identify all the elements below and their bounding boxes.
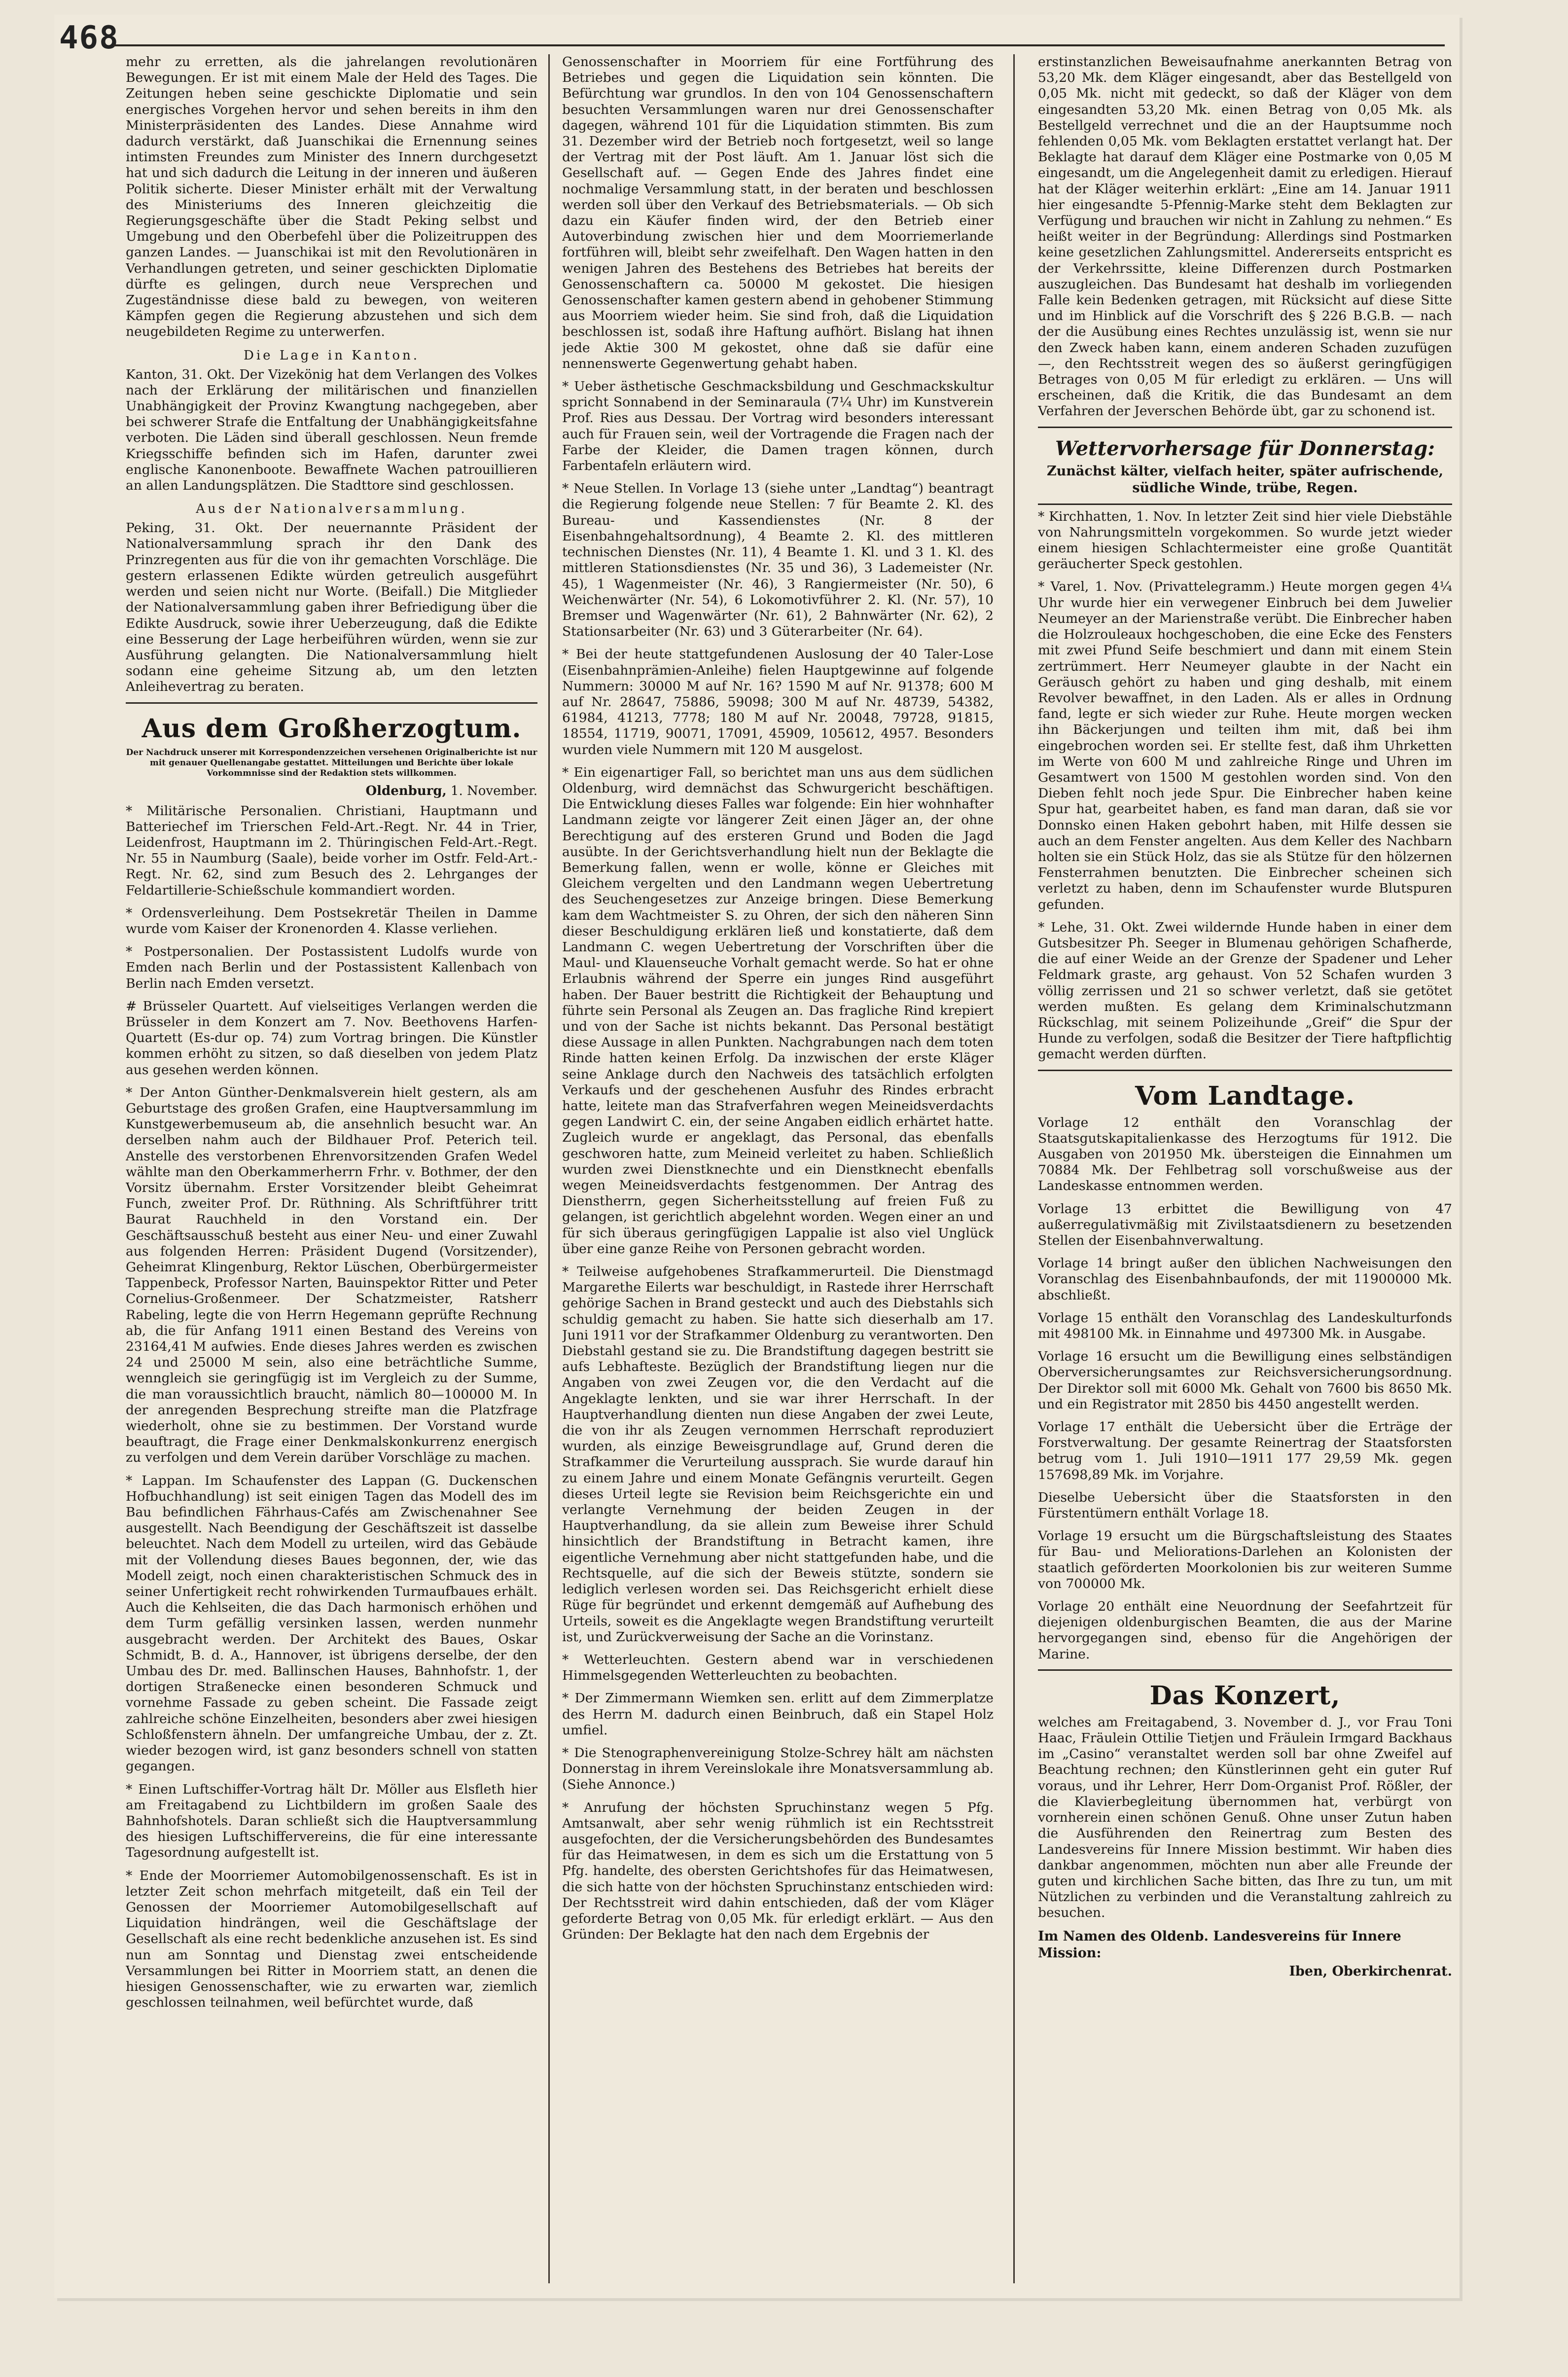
news-item: * Ordensverleihung. Dem Postsekretär Theilen in Damme wurde vom Kaiser der Kronenorden 4. Klasse verliehen. [126,905,537,936]
news-item: * Ein eigenartiger Fall, so berichtet man uns aus dem südlichen Oldenburg, wird demnächst das Schwurgericht beschäftigen. Die Entwicklung dieses Falles war folgende: Ein hier wohnhafter Landmann zeigte vor längerer Zeit einen Jäger an, der ohne Berechtigung auf des ersteren Grund und Boden die Jagd ausübte. In der Gerichtsverhandlung hielt nun der Beklagte die Bemerkung fallen, wenn er wolle, könne er Gleiches mit Gleichem vergelten und den Landmann wegen Uebertretung des Seuchengesetzes zur Anzeige bringen. Diese Bemerkung kam dem Wachtmeister S. zu Ohren, der sich den näheren Sinn dieser Beschuldigung erklären ließ und konstatierte, daß dem Landmann C. wegen Uebertretung der Vorschriften über die Maul- und Klauenseuche Vorhalt gemacht werde. So hat er ohne Erlaubnis während der Sperre ein junges Rind ausgeführt haben. Der Bauer bestritt die Richtigkeit der Behauptung und führte sein Personal als Zeugen an. Das fragliche Rind krepiert und von der Sache ist nichts bekannt. Das Personal bestätigt diese Aussage in allen Punkten. Nachgrabungen nach dem toten Rinde hatten keinen Erfolg. Da inzwischen der erste Kläger seine Anklage durch den Nachweis des tatsächlich erfolgten Verkaufs und der geschehenen Ausfuhr des Rindes erbracht hatte, leitete man das Strafverfahren wegen Meineidsverdachts gegen Landwirt C. ein, der seine Angaben eidlich erhärtet hatte. Zugleich wurde er angeklagt, das Personal, das ebenfalls geschworen hatte, zum Meineid verleitet zu haben. Schließlich wurden zwei Dienstknechte und ein Dienstknecht ebenfalls wegen Meineidsverdachts festgenommen. Der Antrag des Dienstherrn, gegen Sicherheitsstellung auf freien Fuß zu gelangen, ist gerichtlich abgelehnt worden. Wegen einer an und für sich überaus geringfügigen Lappalie ist also viel Unglück über eine ganze Reihe von Personen gebracht worden. [562,764,994,1257]
news-item: Genossenschafter in Moorriem für eine Fortführung des Betriebes und gegen die Liquidation sein könnten. Die Befürchtung war grundlos. In den von 104 Genossenschaftern besuchten Versammlungen waren nur drei Genossenschafter dagegen, während 101 für die Liquidation stimmten. Bis zum 31. Dezember wird der Betrieb noch fortgesetzt, weil so lange der Vertrag mit der Post läuft. Am 1. Januar löst sich die Gesellschaft auf. — Gegen Ende des Jahres findet eine nochmalige Versammlung statt, in der beraten und beschlossen werden soll über den Verkauf des Betriebsmaterials. — Ob sich dazu ein Käufer finden wird, der den Betrieb einer Autoverbindung zwischen hier und dem Moorriemerlande fortführen will, bleibt sehr zweifelhaft. Den Wagen hatten in den wenigen Jahren des Bestehens des Betriebes hat bereits der Genossenschaftern ca. 50000 M gekostet. Die hiesigen Genossenschafter kamen gestern abend in gehobener Stimmung aus Moorriem wieder heim. Sie sind froh, daß die Liquidation beschlossen ist, sodaß ihre Haftung aufhört. Bislang hat ihnen jede Aktie 300 M gekostet, ohne daß sie dafür eine nennenswerte Gegenwertung gehabt haben. [562,54,994,371]
news-item: * Der Anton Günther-Denkmalsverein hielt gestern, als am Geburtstage des großen Grafen, eine Hauptversammlung im Kunstgewerbemuseum ab, die ansehnlich besucht war. An derselben nahm auch der Bildhauer Prof. Peterich teil. Anstelle des verstorbenen Ehrenvorsitzenden Grafen Wedel wählte man den Oberkammerherrn Frhr. v. Bothmer, der den Vorsitz übernahm. Erster Vorsitzender bleibt Geheimrat Funch, zweiter Prof. Dr. Rüthning. Als Schriftführer tritt Baurat Rauchheld in den Vorstand ein. Der Geschäftsausschuß besteht aus einer Neu- und einer Zuwahl aus folgenden Herren: Präsident Dugend (Vorsitzender), Geheimrat Klingenburg, Rektor Lüschen, Oberbürgermeister Tappenbeck, Professor Narten, Bauinspektor Ritter und Peter Cornelius-Großenmeer. Der Schatzmeister, Ratsherr Rabeling, legte die von Herrn Hegemann geprüfte Rechnung ab, die für Anfang 1911 einen Bestand des Vereins von 23164,41 M aufwies. Ende dieses Jahres werden es zwischen 24 und 25000 M sein, also eine beträchtliche Summe, wenngleich sie geringfügig ist im Vergleich zu der Summe, die man voraussichtlich braucht, nämlich 80—100000 M. In der anregenden Besprechung streifte man die Platzfrage wiederholt, ohne sie zu bestimmen. Der Vorstand wurde beauftragt, die Frage einer Denkmalskonkurrenz energisch zu verfolgen und dem Verein darüber Vorschläge zu machen. [126,1084,537,1466]
news-item: * Postpersonalien. Der Postassistent Ludolfs wurde von Emden nach Berlin und der Postassistent Kallenbach von Berlin nach Emden versetzt. [126,944,537,991]
news-item: Vorlage 13 erbittet die Bewilligung von 47 außerregulativmäßig mit Zivilstaatsdienern zu besetzenden Stellen der Eisenbahnverwaltung. [1038,1201,1452,1248]
weather-heading: Wettervorhersage für Donnerstag: [1055,436,1435,460]
news-item: erstinstanzlichen Beweisaufnahme anerkannten Betrag von 53,20 Mk. dem Kläger eingesandt, aber das Bestellgeld von 0,05 Mk. nicht mit gedeckt, so daß der Kläger von dem eingesandten 53,20 Mk. einen Betrag von 0,05 Mk. als Bestellgeld verrechnet und die an der Hauptsumme noch fehlenden 0,05 Mk. vom Beklagten erstattet verlangt hat. Der Beklagte hat darauf dem Kläger eine Postmarke von 0,05 M eingesandt, um die Angelegenheit damit zu erledigen. Hierauf hat der Kläger weiterhin erklärt: „Eine am 14. Januar 1911 hier eingesandte 5-Pfennig-Marke steht dem Beklagten zur Verfügung und brauchen wir nicht in Zahlung zu nehmen.“ Es heißt weiter in der Begründung: Allerdings sind Postmarken keine gesetzlichen Zahlungsmittel. Andererseits entspricht es der Verkehrssitte, kleine Differenzen durch Postmarken auszugleichen. Das Bundesamt hat deshalb im vorliegenden Falle kein Bedenken getragen, mit Rücksicht auf diese Sitte und im Hinblick auf die Vorschrift des § 226 B.G.B. — nach der die Ausübung eines Rechtes unzulässig ist, wenn sie nur den Zweck haben kann, einem anderen Schaden zuzufügen —, den Rechtsstreit wegen des so äußerst geringfügigen Betrages von 0,05 M für erledigt zu erklären. — Uns will erscheinen, daß die Kritik, die das Bundesamt an dem Verfahren der Jeverschen Behörde übt, gar zu schonend ist. [1038,54,1452,419]
column-2 [562,54,994,2283]
page-number: 468 [59,20,119,56]
news-item: * Einen Luftschiffer-Vortrag hält Dr. Möller aus Elsfleth hier am Freitagabend zu Lichtbildern im großen Saale des Bahnhofshotels. Daran schließt sich die Hauptversammlung des hiesigen Luftschiffervereins, die für eine interessante Tagesordnung aufgestellt ist. [126,1781,537,1861]
news-item: * Ende der Moorriemer Automobilgenossenschaft. Es ist in letzter Zeit schon mehrfach mitgeteilt, daß ein Teil der Genossen der Moorriemer Automobilgesellschaft auf Liquidation hindrängen, weil die Geschäftslage der Gesellschaft als eine recht bedenkliche anzusehen ist. Es sind nun am Sonntag und Dienstag zwei entscheidende Versammlungen bei Ritter in Moorriem statt, an denen die hiesigen Genossenschafter, wie zu erwarten war, ziemlich geschlossen teilnahmen, weil befürchtet wurde, daß [126,1868,537,2011]
section-rule [1038,1669,1452,1671]
news-item: Dieselbe Uebersicht über die Staatsforsten in den Fürstentümern enthält Vorlage 18. [1038,1489,1452,1521]
news-item: Vorlage 19 ersucht um die Bürgschaftsleistung des Staates für Bau- und Meliorations-Darlehen an Kolonisten der staatlich geförderten Moorkolonien bis zur weiteren Summe von 700000 Mk. [1038,1528,1452,1591]
signature-intro: Im Namen des Oldenb. Landesvereins für Innere Mission: [1038,1928,1401,1961]
reprint-note: Der Nachdruck unserer mit Korrespondenzzeichen versehenen Originalberichte ist nur mit genauer Quellenangabe gestattet. Mitteilungen und Berichte über lokale Vorkommnisse sind der Redaktion stets willkommen. [126,747,537,778]
news-item: Vorlage 15 enthält den Voranschlag des Landeskulturfonds mit 498100 Mk. in Einnahme und 497300 Mk. in Ausgabe. [1038,1310,1452,1342]
news-item: * Der Zimmermann Wiemken sen. erlitt auf dem Zimmerplatze des Herrn M. dadurch einen Beinbruch, daß ein Stapel Holz umfiel. [562,1691,994,1738]
news-item: * Teilweise aufgehobenes Strafkammerurteil. Die Dienstmagd Margarethe Eilerts war beschuldigt, in Rastede ihrer Herrschaft gehörige Sachen in Brand gesteckt und auch des Diebstahls sich schuldig gemacht zu haben. Sie hatte sich dieserhalb am 17. Juni 1911 vor der Strafkammer Oldenburg zu verantworten. Den Diebstahl gestand sie zu. Die Brandstiftung dagegen bestritt sie aufs Lebhafteste. Bezüglich der Brandstiftung liegen nur die Angaben von zwei Zeugen vor, die den Verdacht auf die Angeklagte lenkten, und sie war ihrer Herrschaft. In der Hauptverhandlung dienten nun diese Angaben der zwei Leute, die von ihr als Zeugen vernommen Herrschaft reproduziert wurden, als einzige Beweisgrundlage auf, Grund deren die Strafkammer die Verurteilung aussprach. Sie wurde darauf hin zu einem Jahre und einem Monate Gefängnis verurteilt. Gegen dieses Urteil legte sie Revision beim Reichsgerichte ein und verlangte Vernehmung der beiden Zeugen in der Hauptverhandlung, da sie allein zum Beweise ihrer Schuld hinsichtlich der Brandstiftung in Betracht kamen, ihre eigentliche Vernehmung aber nicht stattgefunden habe, und die Rechtsquelle, auf die sich der Beweis stützte, sondern sie lediglich verlesen worden sei. Das Reichsgericht erhielt diese Rüge für begründet und erkennt demgemäß auf Aufhebung des Urteils, soweit es die Angeklagte wegen Brandstiftung verurteilt ist, und Zurückverweisung der Sache an die Vorinstanz. [562,1264,994,1645]
news-item: * Neue Stellen. In Vorlage 13 (siehe unter „Landtag“) beantragt die Regierung folgende neue Stellen: 7 für Beamte 2. Kl. des Bureau- und Kassendienstes (Nr. 8 der Eisenbahngehaltsordnung), 4 Beamte 2. Kl. des mittleren technischen Dienstes (Nr. 11), 4 Beamte 1. Kl. und 3 1. Kl. des mittleren Stationsdienstes (Nr. 35 und 36), 3 Lademeister (Nr. 45), 1 Wagenmeister (Nr. 46), 3 Rangiermeister (Nr. 50), 6 Weichenwärter (Nr. 54), 6 Lokomotivführer 2. Kl. (Nr. 57), 10 Bremser und Wagenwärter (Nr. 61), 2 Bahnwärter (Nr. 62), 2 Stationsarbeiter (Nr. 63) und 3 Güterarbeiter (Nr. 64). [562,481,994,640]
news-item: * Wetterleuchten. Gestern abend war in verschiedenen Himmelsgegenden Wetterleuchten zu beobachten. [562,1652,994,1684]
dateline-place: Oldenburg, [365,783,447,798]
news-item: * Bei der heute stattgefundenen Auslosung der 40 Taler-Lose (Eisenbahnprämien-Anleihe) fielen Hauptgewinne auf folgende Nummern: 30000 M auf Nr. 16? 1590 M auf Nr. 91378; 600 M auf Nr. 28647, 75886, 59098; 300 M auf Nr. 48739, 54382, 61984, 41213, 7778; 180 M auf Nr. 20048, 79728, 91815, 18554, 11719, 90071, 17091, 45909, 105612, 4957. Besonders wurden viele Nummern mit 120 M ausgelost. [562,647,994,757]
section-heading: Das Konzert, [1149,1680,1341,1711]
news-item: * Kirchhatten, 1. Nov. In letzter Zeit sind hier viele Diebstähle von Nahrungsmitteln vorgekommen. So wurde jetzt wieder einem hiesigen Schlachtermeister eine große Quantität geräucherter Speck gestohlen. [1038,508,1452,572]
news-item: * Lappan. Im Schaufenster des Lappan (G. Duckenschen Hofbuchhandlung) ist seit einigen Tagen das Modell des im Bau befindlichen Fährhaus-Cafés am Zwischenahner See ausgestellt. Nach Beendigung der Geschäftszeit ist dasselbe beleuchtet. Nach dem Modell zu urteilen, wird das Gebäude mit der Vollendung dieses Baues begonnen, der, wie das Modell zeigt, noch einen charakteristischen Schmuck des in seiner Unfertigkeit recht rohwirkenden Turmaufbaues erhält. Auch die Kehlseiten, die das Dach harmonisch erhöhen und dem Turm gefällig versinken lassen, werden nunmehr ausgebracht werden. Der Architekt des Baues, Oskar Schmidt, B. d. A., Hannover, ist übrigens derselbe, der den Umbau des Dr. med. Ballinschen Hauses, Bahnhofstr. 1, der dortigen Straßenecke einen besonderen Schmuck und vornehme Fassade zu geben scheint. Die Fassade zeigt zahlreiche schöne Einzelheiten, besonders aber zwei hiesigen Schloßfenstern ähneln. Der umfangreiche Umbau, der z. Zt. wieder bezogen wird, ist ganz besonders schnell von statten gegangen. [126,1473,537,1774]
subheading: Die Lage in Kanton. [244,348,420,363]
section-rule [1038,427,1452,428]
column-divider [548,54,550,2283]
article-text: Kanton, 31. Okt. Der Vizekönig hat dem Verlangen des Volkes nach der Erklärung der militärischen und finanziellen Unabhängigkeit der Provinz Kwangtung nachgegeben, aber bei schwerer Strafe die Entfaltung der Unabhängigkeitsfahne verboten. Die Läden sind überall geschlossen. Neun fremde Kriegsschiffe befinden sich im Hafen, darunter zwei englische Kanonenboote. Bewaffnete Wachen patrouillieren an allen Landungsplätzen. Die Stadttore sind geschlossen. [126,366,537,494]
weather-forecast: Zunächst kälter, vielfach heiter, später aufrischende, südliche Winde, trübe, Regen. [1046,463,1444,496]
dateline [126,784,537,798]
column-divider [1013,54,1015,2283]
dateline-date: 1. November. [450,783,537,798]
article-text: Peking, 31. Okt. Der neuernannte Präsident der Nationalversammlung sprach ihr den Dank des Prinzregenten aus für die von ihr gemachten Vorschläge. Die gestern erlassenen Edikte würden getreulich ausgeführt werden und seien nicht nur Worte. (Beifall.) Die Mitglieder der Nationalversammlung gaben ihrer Befriedigung über die Edikte Ausdruck, sowie ihrer Ueberzeugung, daß die Edikte eine Besserung der Lage herbeiführen würden, wenn sie zur Ausführung gelangten. Die Nationalversammlung hielt sodann eine geheime Sitzung ab, um den letzten Anleihevertrag zu beraten. [126,520,537,695]
news-item: # Brüsseler Quartett. Auf vielseitiges Verlangen werden die Brüsseler in dem Konzert am 7. Nov. Beethovens Harfen-Quartett (Es-dur op. 74) zum Vortrag bringen. Die Künstler kommen erhöht zu sitzen, so daß dieselben von jedem Platz aus gesehen werden können. [126,998,537,1078]
news-item: Vorlage 20 enthält eine Neuordnung der Seefahrtzeit für diejenigen oldenburgischen Beamten, die aus der Marine hervorgegangen sind, ebenso für die Angehörigen der Marine. [1038,1599,1452,1662]
header-rule [113,44,1445,46]
news-item: * Ueber ästhetische Geschmacksbildung und Geschmackskultur spricht Sonnabend in der Seminaraula (7¼ Uhr) im Kunstverein Prof. Ries aus Dessau. Der Vortrag wird besonders interessant auch für Frauen sein, weil der Vortragende die Fragen nach der Farbe der Kleider, die Damen tragen können, durch Farbentafeln erläutern wird. [562,379,994,474]
news-item: * Anrufung der höchsten Spruchinstanz wegen 5 Pfg. Amtsanwalt, aber sehr wenig rühmlich ist ein Rechtsstreit ausgefochten, der die Versicherungsbehörden des Bundesamtes für das Heimatwesen, in dem es sich um die Erstattung von 5 Pfg. handelte, des obersten Gerichtshofes für das Heimatwesen, die sich hatte von der höchsten Spruchinstanz entschieden wird: Der Rechtsstreit wird dahin entschieden, daß der vom Kläger geforderte Betrag von 0,05 Mk. für erledigt erklärt. — Aus den Gründen: Der Beklagte hat den nach dem Ergebnis der [562,1800,994,1943]
news-item: * Die Stenographenvereinigung Stolze-Schrey hält am nächsten Donnerstag in ihrem Vereinslokale ihre Monatsversammlung ab. (Siehe Annonce.) [562,1745,994,1793]
article-text: mehr zu erretten, als die jahrelangen revolutionären Bewegungen. Er ist mit einem Male der Held des Tages. Die Zeitungen heben seine geschickte Diplomatie und sein energisches Vorgehen hervor und sehen bereits in ihm den Ministerpräsidenten des Landes. Diese Annahme wird dadurch verstärkt, daß Juanschikai die Ernennung seines intimsten Freundes zum Minister des Innern durchgesetzt hat und sich dadurch die Leitung in der inneren und äußeren Politik sicherte. Dieser Minister erhält mit der Verwaltung des Ministeriums des Inneren gleichzeitig die Regierungsgeschäfte über die Stadt Peking selbst und Umgebung und den Oberbefehl über die Polizeitruppen des ganzen Landes. — Juanschikai ist mit den Revolutionären in Verhandlungen getreten, und seiner geschickten Diplomatie dürfte es gelingen, durch neue Versprechen und Zugeständnisse diese bald zu bewegen, von weiteren Kämpfen gegen die Regierung abzustehen und sich dem neugebildeten Regime zu unterwerfen. [126,54,537,340]
news-item: Vorlage 16 ersucht um die Bewilligung eines selbständigen Oberversicherungsamtes zur Reichsversicherungsordnung. Der Direktor soll mit 6000 Mk. Gehalt von 7600 bis 8650 Mk. und ein Registrator mit 2850 bis 4450 angestellt werden. [1038,1349,1452,1412]
subheading: Aus der Nationalversammlung. [196,502,467,517]
column-1 [126,54,537,2283]
section-rule [1038,1070,1452,1071]
section-rule [126,702,537,704]
news-item: Vorlage 14 bringt außer den üblichen Nachweisungen den Voranschlag des Eisenbahnbaufonds, der mit 11900000 Mk. abschließt. [1038,1256,1452,1303]
news-item: welches am Freitagabend, 3. November d. J., vor Frau Toni Haac, Fräulein Ottilie Tietjen und Fräulein Irmgard Backhaus im „Casino“ veranstaltet werden soll bar ohne Zweifel auf Beachtung rechnen; den Künstlerinnen geht ein guter Ruf voraus, und ihr Lehrer, Herr Dom-Organist Prof. Rößler, der die Klavierbegleitung übernommen hat, verbürgt von vornherein einen schönen Genuß. Ohne unser Zutun haben die Ausführenden den Reinertrag zum Besten des Landesvereins für Innere Mission bestimmt. Wir haben dies dankbar angenommen, möchten nun aber alle Freunde der guten und kirchlichen Sache bitten, das Ihre zu tun, um mit Nützlichen zu verbinden und die Veranstaltung zahlreich zu besuchen. [1038,1714,1452,1921]
news-item: Vorlage 12 enthält den Voranschlag der Staatsgutskapitalienkasse des Herzogtums für 1912. Die Ausgaben von 201950 Mk. übersteigen die Einnahmen um 70884 Mk. Der Fehlbetrag soll vorschußweise aus der Landeskasse entnommen werden. [1038,1115,1452,1194]
news-item: * Militärische Personalien. Christiani, Hauptmann und Batteriechef im Trierschen Feld-Art.-Regt. Nr. 44 in Trier, Leidenfrost, Hauptmann im 2. Thüringischen Feld-Art.-Regt. Nr. 55 in Naumburg (Saale), beide vorher im Ostfr. Feld-Art.-Regt. Nr. 62, sind zum Besuch des 2. Lehrganges der Feldartillerie-Schießschule kommandiert worden. [126,803,537,898]
news-item: * Varel, 1. Nov. (Privattelegramm.) Heute morgen gegen 4¼ Uhr wurde hier ein verwegener Einbruch bei dem Juwelier Neumeyer an der Marienstraße verübt. Die Einbrecher haben die Holzrouleaux hochgeschoben, die eine Ecke des Fensters mit zwei Pfund Seife beschmiert und dann mit einem Stein zertrümmert. Herr Neumeyer glaubte in der Nacht ein Geräusch gehört zu haben und ging deshalb, mit einem Revolver bewaffnet, in den Laden. Als er alles in Ordnung fand, legte er sich wieder zur Ruhe. Heute morgen wecken ihn Bäckerjungen und teilten ihm mit, daß bei ihm eingebrochen worden sei. Er stellte fest, daß ihm Uhrketten im Werte von 600 M und zahlreiche Ringe und Uhren im Gesamtwert von 1500 M gestohlen worden sind. Von den Dieben fehlt noch jede Spur. Die Einbrecher haben keine Spur hat, gearbeitet haben, es fand man daran, daß sie vor Donnsko einen Haken gebohrt haben, mit Hilfe dessen sie auch an dem Fenster angelten. Aus dem Keller des Nachbarn holten sie ein Stück Holz, das sie als Stütze für den hölzernen Fensterrahmen benutzten. Die Einbrecher scheinen sich verletzt zu haben, denn im Schaufenster wurde Blutspuren gefunden. [1038,579,1452,912]
column-3 [1038,54,1452,2283]
signature-name: Iben, Oberkirchenrat. [1289,1963,1452,1979]
news-item: Vorlage 17 enthält die Uebersicht über die Erträge der Forstverwaltung. Der gesamte Reinertrag der Staatsforsten betrug vom 1. Juli 1910—1911 177 29,59 Mk. gegen 157698,89 Mk. im Vorjahre. [1038,1419,1452,1482]
news-item: * Lehe, 31. Okt. Zwei wildernde Hunde haben in einer dem Gutsbesitzer Ph. Seeger in Blumenau gehörigen Schafherde, die auf einer Weide an der Grenze der Spadener und Leher Feldmark graste, arg gehaust. Von 52 Schafen wurden 3 völlig zerrissen und 21 so schwer verletzt, daß sie getötet werden mußten. Es gelang dem Kriminalschutzmann Rückschlag, mit seinem Polizeihunde „Greif“ die Spur der Hunde zu verfolgen, sodaß die Besitzer der Tiere haftpflichtig gemacht werden dürften. [1038,919,1452,1062]
section-heading: Aus dem Großherzogtum. [142,713,522,744]
section-heading: Vom Landtage. [1135,1080,1355,1111]
section-rule [1038,504,1452,505]
